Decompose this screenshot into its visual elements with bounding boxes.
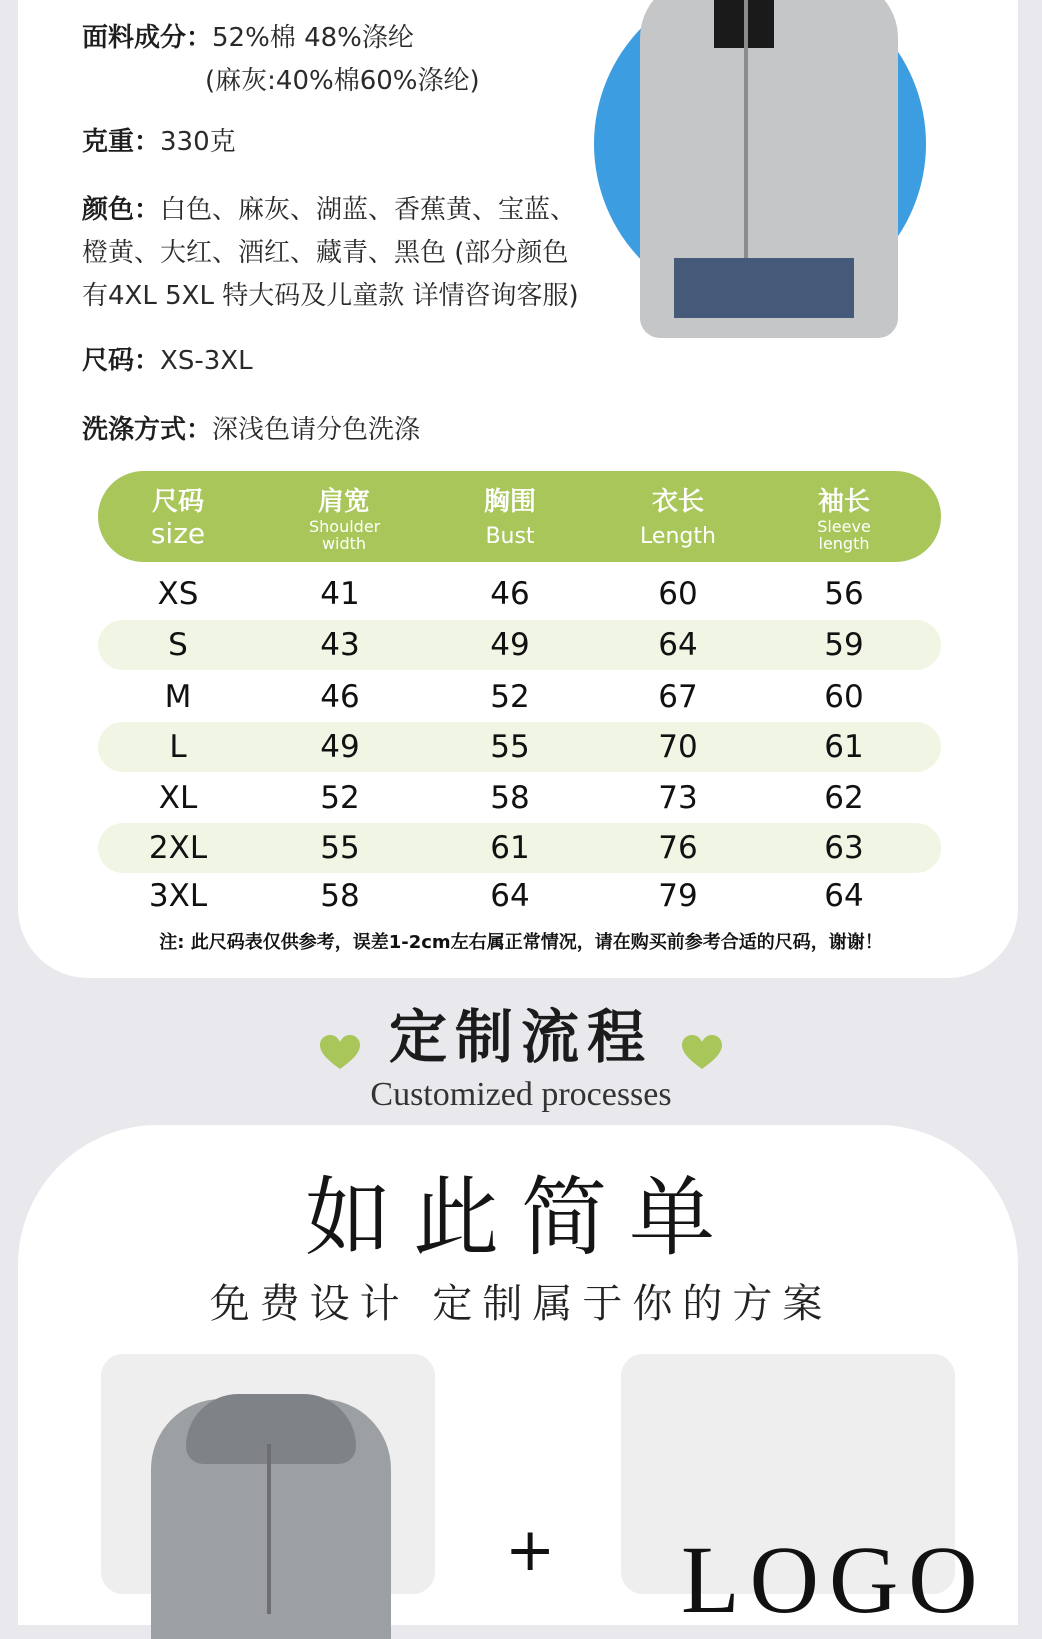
table-cell: 63 — [824, 830, 864, 866]
table-cell: 41 — [320, 576, 360, 612]
table-cell: 2XL — [148, 830, 208, 866]
table-cell: 58 — [490, 780, 530, 816]
color-label: 颜色： — [82, 195, 161, 225]
header-shoulder-en: Shoulder width — [309, 517, 381, 553]
header-size-en: size — [150, 517, 206, 550]
model-photo — [594, 0, 926, 310]
jeans-shape — [674, 258, 854, 318]
table-cell: L — [169, 729, 187, 765]
table-cell: 62 — [824, 780, 864, 816]
logo-text: LOGO — [681, 1526, 988, 1633]
table-cell: 60 — [658, 576, 698, 612]
table-cell: 64 — [824, 878, 864, 914]
logo-tile — [621, 1354, 988, 1633]
table-cell: 56 — [824, 576, 864, 612]
hood-shape — [186, 1394, 356, 1464]
color-line-3: 有4XL 5XL 特大码及儿童款 详情咨询客服) — [82, 281, 579, 311]
header-length-zh: 衣长 — [651, 487, 704, 517]
table-cell: 52 — [320, 780, 360, 816]
header-sleeve-zh: 袖长 — [817, 487, 870, 517]
weight-value: 330克 — [160, 127, 236, 157]
header-sleeve — [794, 471, 894, 562]
table-row — [98, 722, 941, 772]
weight-spec — [82, 121, 236, 164]
table-cell: M — [164, 679, 192, 715]
table-cell: 60 — [824, 679, 864, 715]
table-row — [98, 871, 941, 921]
header-sleeve-en: Sleeve length — [817, 517, 871, 553]
size-value: XS-3XL — [160, 346, 253, 376]
heart-icon — [320, 1035, 360, 1071]
table-cell: XL — [158, 780, 198, 816]
wash-label: 洗涤方式： — [82, 415, 213, 445]
table-cell: 67 — [658, 679, 698, 715]
table-cell: S — [168, 627, 188, 663]
wash-value: 深浅色请分色洗涤 — [212, 415, 421, 445]
color-line-2: 橙黄、大红、酒红、藏青、黑色 (部分颜色 — [82, 238, 569, 268]
color-line-1: 白色、麻灰、湖蓝、香蕉黄、宝蓝、 — [160, 195, 577, 225]
fabric-label: 面料成分： — [82, 23, 213, 53]
table-cell: 46 — [490, 576, 530, 612]
table-cell: 49 — [320, 729, 360, 765]
wash-spec — [82, 409, 420, 452]
zipper-shape — [267, 1444, 271, 1614]
table-cell: 70 — [658, 729, 698, 765]
table-cell: 73 — [658, 780, 698, 816]
table-row — [98, 620, 941, 670]
table-cell: 64 — [490, 878, 530, 914]
header-length — [628, 471, 728, 562]
simple-title: 如此简单 — [305, 1168, 737, 1268]
process-subtitle: Customized processes — [370, 1076, 672, 1113]
header-size — [128, 471, 228, 562]
color-spec — [82, 189, 576, 232]
header-bust-zh: 胸围 — [483, 487, 536, 517]
fabric-note: (麻灰:40%棉60%涤纶) — [205, 66, 480, 96]
table-cell: 76 — [658, 830, 698, 866]
table-row — [98, 773, 941, 823]
zipper-shape — [744, 0, 748, 298]
table-row — [98, 569, 941, 619]
table-cell: 59 — [824, 627, 864, 663]
table-cell: 52 — [490, 679, 530, 715]
table-cell: 49 — [490, 627, 530, 663]
fabric-spec — [82, 17, 414, 60]
table-cell: 55 — [490, 729, 530, 765]
fabric-value: 52%棉 48%涤纶 — [212, 23, 414, 53]
header-length-en: Length — [640, 524, 716, 549]
table-cell: 46 — [320, 679, 360, 715]
size-table-header — [98, 471, 941, 562]
table-cell: 61 — [490, 830, 530, 866]
table-cell: 79 — [658, 878, 698, 914]
size-spec — [82, 340, 253, 383]
table-cell: 64 — [658, 627, 698, 663]
table-cell: 3XL — [148, 878, 208, 914]
hoodie-tile — [101, 1354, 435, 1594]
header-bust-en: Bust — [485, 524, 535, 549]
header-shoulder — [294, 471, 394, 562]
plus-sign: + — [505, 1515, 556, 1585]
process-section-title — [0, 990, 1042, 1114]
table-cell: 58 — [320, 878, 360, 914]
table-row — [98, 823, 941, 873]
table-cell: 55 — [320, 830, 360, 866]
process-title: 定制流程 — [388, 1003, 653, 1071]
table-row — [98, 672, 941, 722]
simple-subtitle: 免费设计 定制属于你的方案 — [209, 1281, 833, 1327]
size-label: 尺码： — [82, 346, 161, 376]
heart-icon — [682, 1035, 722, 1071]
table-cell: 61 — [824, 729, 864, 765]
size-note: 注: 此尺码表仅供参考，误差1-2cm左右属正常情况，请在购买前参考合适的尺码，谢谢！ — [159, 932, 883, 953]
header-size-zh: 尺码 — [151, 487, 204, 517]
weight-label: 克重： — [82, 127, 161, 157]
header-shoulder-zh: 肩宽 — [317, 487, 370, 517]
table-cell: 43 — [320, 627, 360, 663]
header-bust — [460, 471, 560, 562]
table-cell: XS — [157, 576, 199, 612]
